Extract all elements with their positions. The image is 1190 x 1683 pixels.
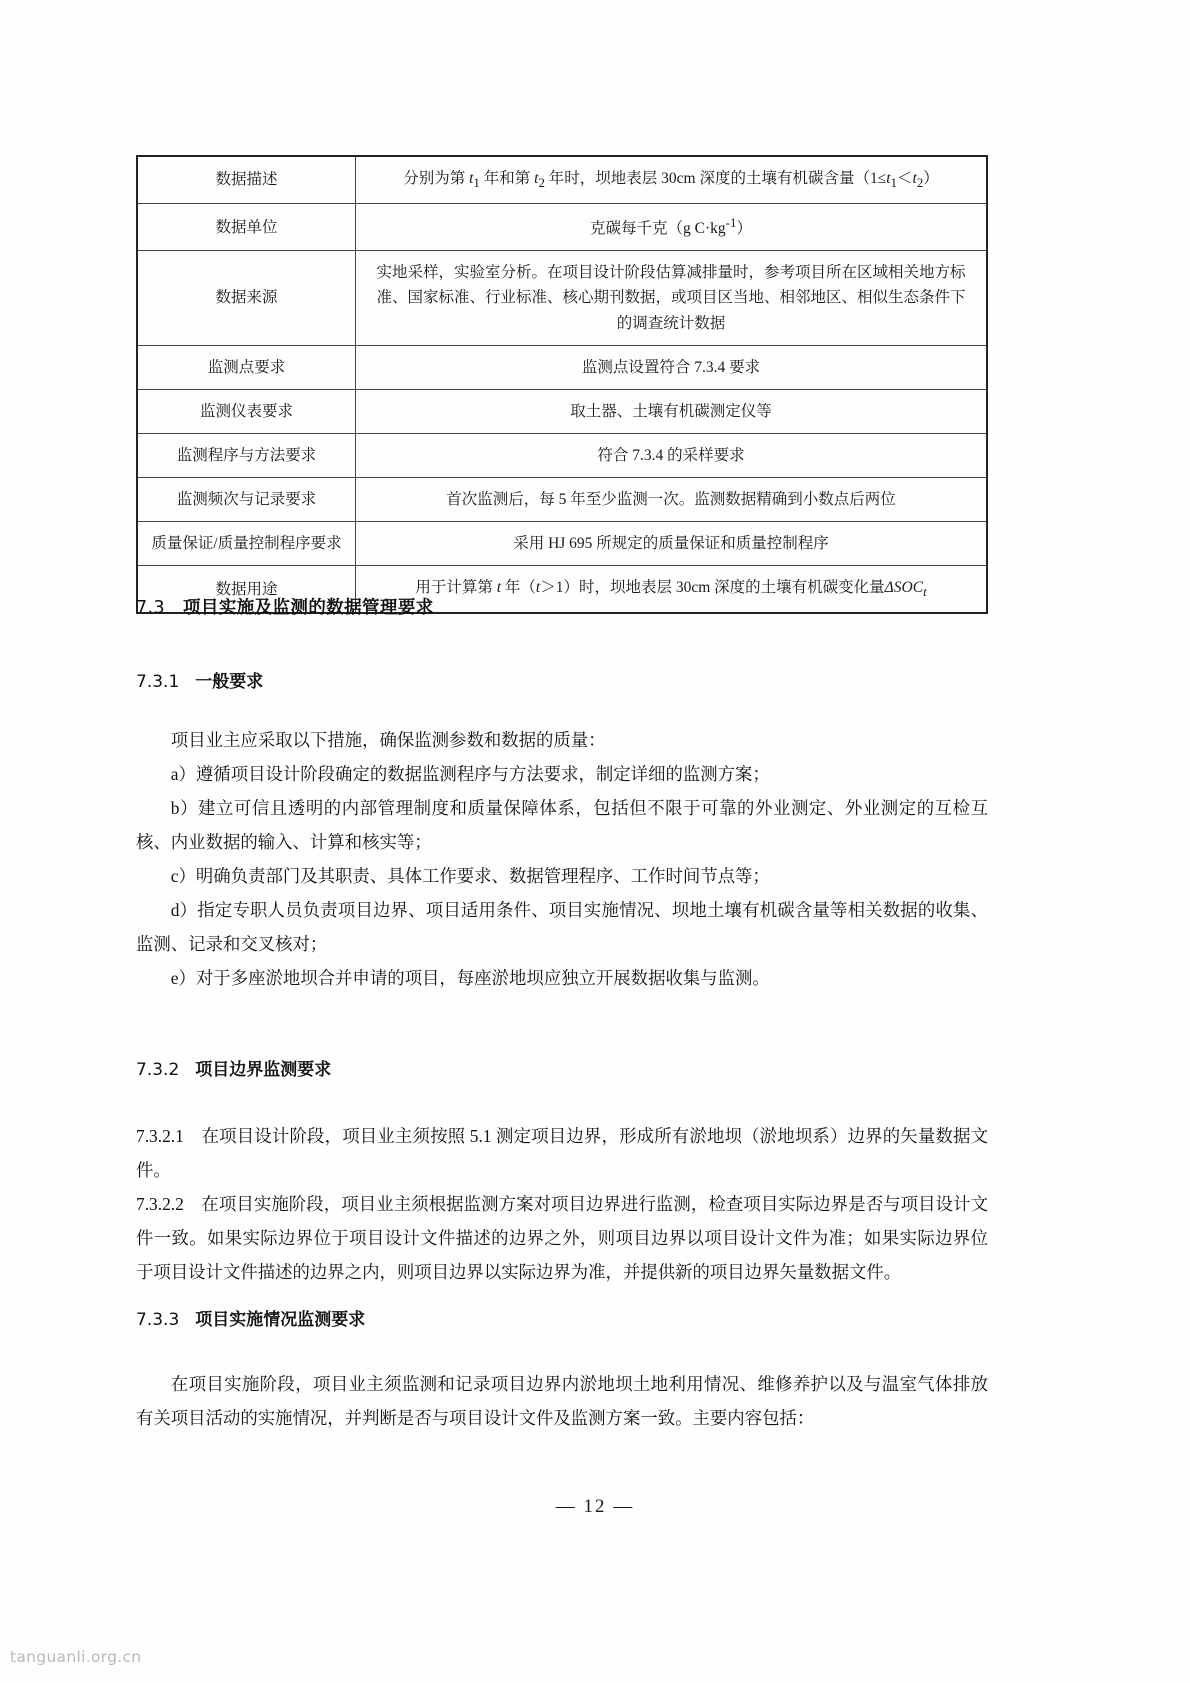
table-row bbox=[137, 522, 987, 566]
row-label: 数据用途 bbox=[137, 566, 356, 614]
paragraph-7-3-1-d: d）指定专职人员负责项目边界、项目适用条件、项目实施情况、坝地土壤有机碳含量等相关数据的收集、监测、记录和交叉核对； bbox=[136, 900, 988, 954]
paragraph-7-3-1-a: a）遵循项目设计阶段确定的数据监测程序与方法要求，制定详细的监测方案； bbox=[170, 764, 770, 784]
table-row bbox=[137, 345, 987, 389]
row-value: 用于计算第 t 年（t＞1）时，坝地表层 30cm 深度的土壤有机碳变化量$\Delta SOC_t$ bbox=[356, 566, 988, 614]
row-value: 取土器、土壤有机碳测定仪等 bbox=[356, 389, 988, 433]
section-title: 一般要求 bbox=[195, 672, 264, 692]
row-label: 监测点要求 bbox=[137, 345, 356, 389]
table-row bbox=[137, 204, 987, 251]
table-row bbox=[137, 433, 987, 477]
monitoring-parameter-table bbox=[136, 155, 988, 614]
paragraph-7-3-1-c: c）明确负责部门及其职责、具体工作要求、数据管理程序、工作时间节点等； bbox=[170, 866, 770, 886]
paragraph-7-3-2-2: 7.3.2.2 在项目实施阶段，项目业主须根据监测方案对项目边界进行监测，检查项目实际边界是否与项目设计文件一致。如果实际边界位于项目设计文件描述的边界之外，则项目边界以项目设计文件为准；如果实际边界位于项目设计文件描述的边界之内，则项目边界以实际边界为准，并提供新的项目边界矢量数据文件。 bbox=[136, 1194, 988, 1282]
paragraph-7-3-3: 在项目实施阶段，项目业主须监测和记录项目边界内淤地坝土地利用情况、维修养护以及与温室气体排放有关项目活动的实施情况，并判断是否与项目设计文件及监测方案一致。主要内容包括： bbox=[136, 1374, 988, 1428]
section-title: 项目实施情况监测要求 bbox=[195, 1310, 366, 1330]
paragraph-7-3-1-intro: 项目业主应采取以下措施，确保监测参数和数据的质量： bbox=[170, 730, 606, 750]
row-value: 分别为第 $t_1$ 年和第 $t_2$ 年时，坝地表层 30cm 深度的土壤有机碳含量$(1\le t_1<t_2)$ bbox=[356, 156, 988, 204]
table-row bbox=[137, 389, 987, 433]
section-title: 项目实施及监测的数据管理要求 bbox=[183, 598, 434, 618]
table-row bbox=[137, 156, 987, 204]
table-row bbox=[137, 251, 987, 345]
row-value: 监测点设置符合 7.3.4 要求 bbox=[356, 345, 988, 389]
section-number: 7.3.1 bbox=[136, 672, 180, 692]
section-title: 项目边界监测要求 bbox=[195, 1060, 332, 1080]
paragraph-7-3-1-b: b）建立可信且透明的内部管理制度和质量保障体系，包括但不限于可靠的外业测定、外业测定的互检互核、内业数据的输入、计算和核实等； bbox=[136, 798, 988, 852]
table-row bbox=[137, 477, 987, 521]
row-value: 采用 HJ 695 所规定的质量保证和质量控制程序 bbox=[356, 522, 988, 566]
section-heading-7-3-2 bbox=[136, 1055, 331, 1080]
section-heading-7-3-1 bbox=[136, 667, 263, 692]
section-number: 7.3.2 bbox=[136, 1060, 180, 1080]
row-label: 监测频次与记录要求 bbox=[137, 477, 356, 521]
section-heading-7-3 bbox=[136, 594, 434, 619]
row-value: 实地采样，实验室分析。在项目设计阶段估算减排量时，参考项目所在区域相关地方标准、国家标准、行业标准、核心期刊数据，或项目区当地、相邻地区、相似生态条件下的调查统计数据 bbox=[356, 251, 988, 345]
row-label: 数据来源 bbox=[137, 251, 356, 345]
row-value: 符合 7.3.4 的采样要求 bbox=[356, 433, 988, 477]
table-body bbox=[137, 156, 987, 613]
row-label: 质量保证/质量控制程序要求 bbox=[137, 522, 356, 566]
row-label: 监测程序与方法要求 bbox=[137, 433, 356, 477]
row-value: 首次监测后，每 5 年至少监测一次。监测数据精确到小数点后两位 bbox=[356, 477, 988, 521]
row-value: 克碳每千克（g $C\cdot kg^{-1}$） bbox=[356, 204, 988, 251]
section-number: 7.3.3 bbox=[136, 1310, 180, 1330]
row-label: 监测仪表要求 bbox=[137, 389, 356, 433]
paragraph-7-3-2-1: 7.3.2.1 在项目设计阶段，项目业主须按照 5.1 测定项目边界，形成所有淤地坝（淤地坝系）边界的矢量数据文件。 bbox=[136, 1126, 988, 1180]
site-watermark: tanguanli.org.cn bbox=[10, 1648, 142, 1666]
page-number: — 12 — bbox=[555, 1496, 635, 1517]
paragraph-7-3-1-e: e）对于多座淤地坝合并申请的项目，每座淤地坝应独立开展数据收集与监测。 bbox=[170, 968, 770, 988]
section-number: 7.3 bbox=[136, 598, 166, 618]
row-label: 数据描述 bbox=[137, 156, 356, 204]
section-heading-7-3-3 bbox=[136, 1305, 365, 1330]
row-label: 数据单位 bbox=[137, 204, 356, 251]
